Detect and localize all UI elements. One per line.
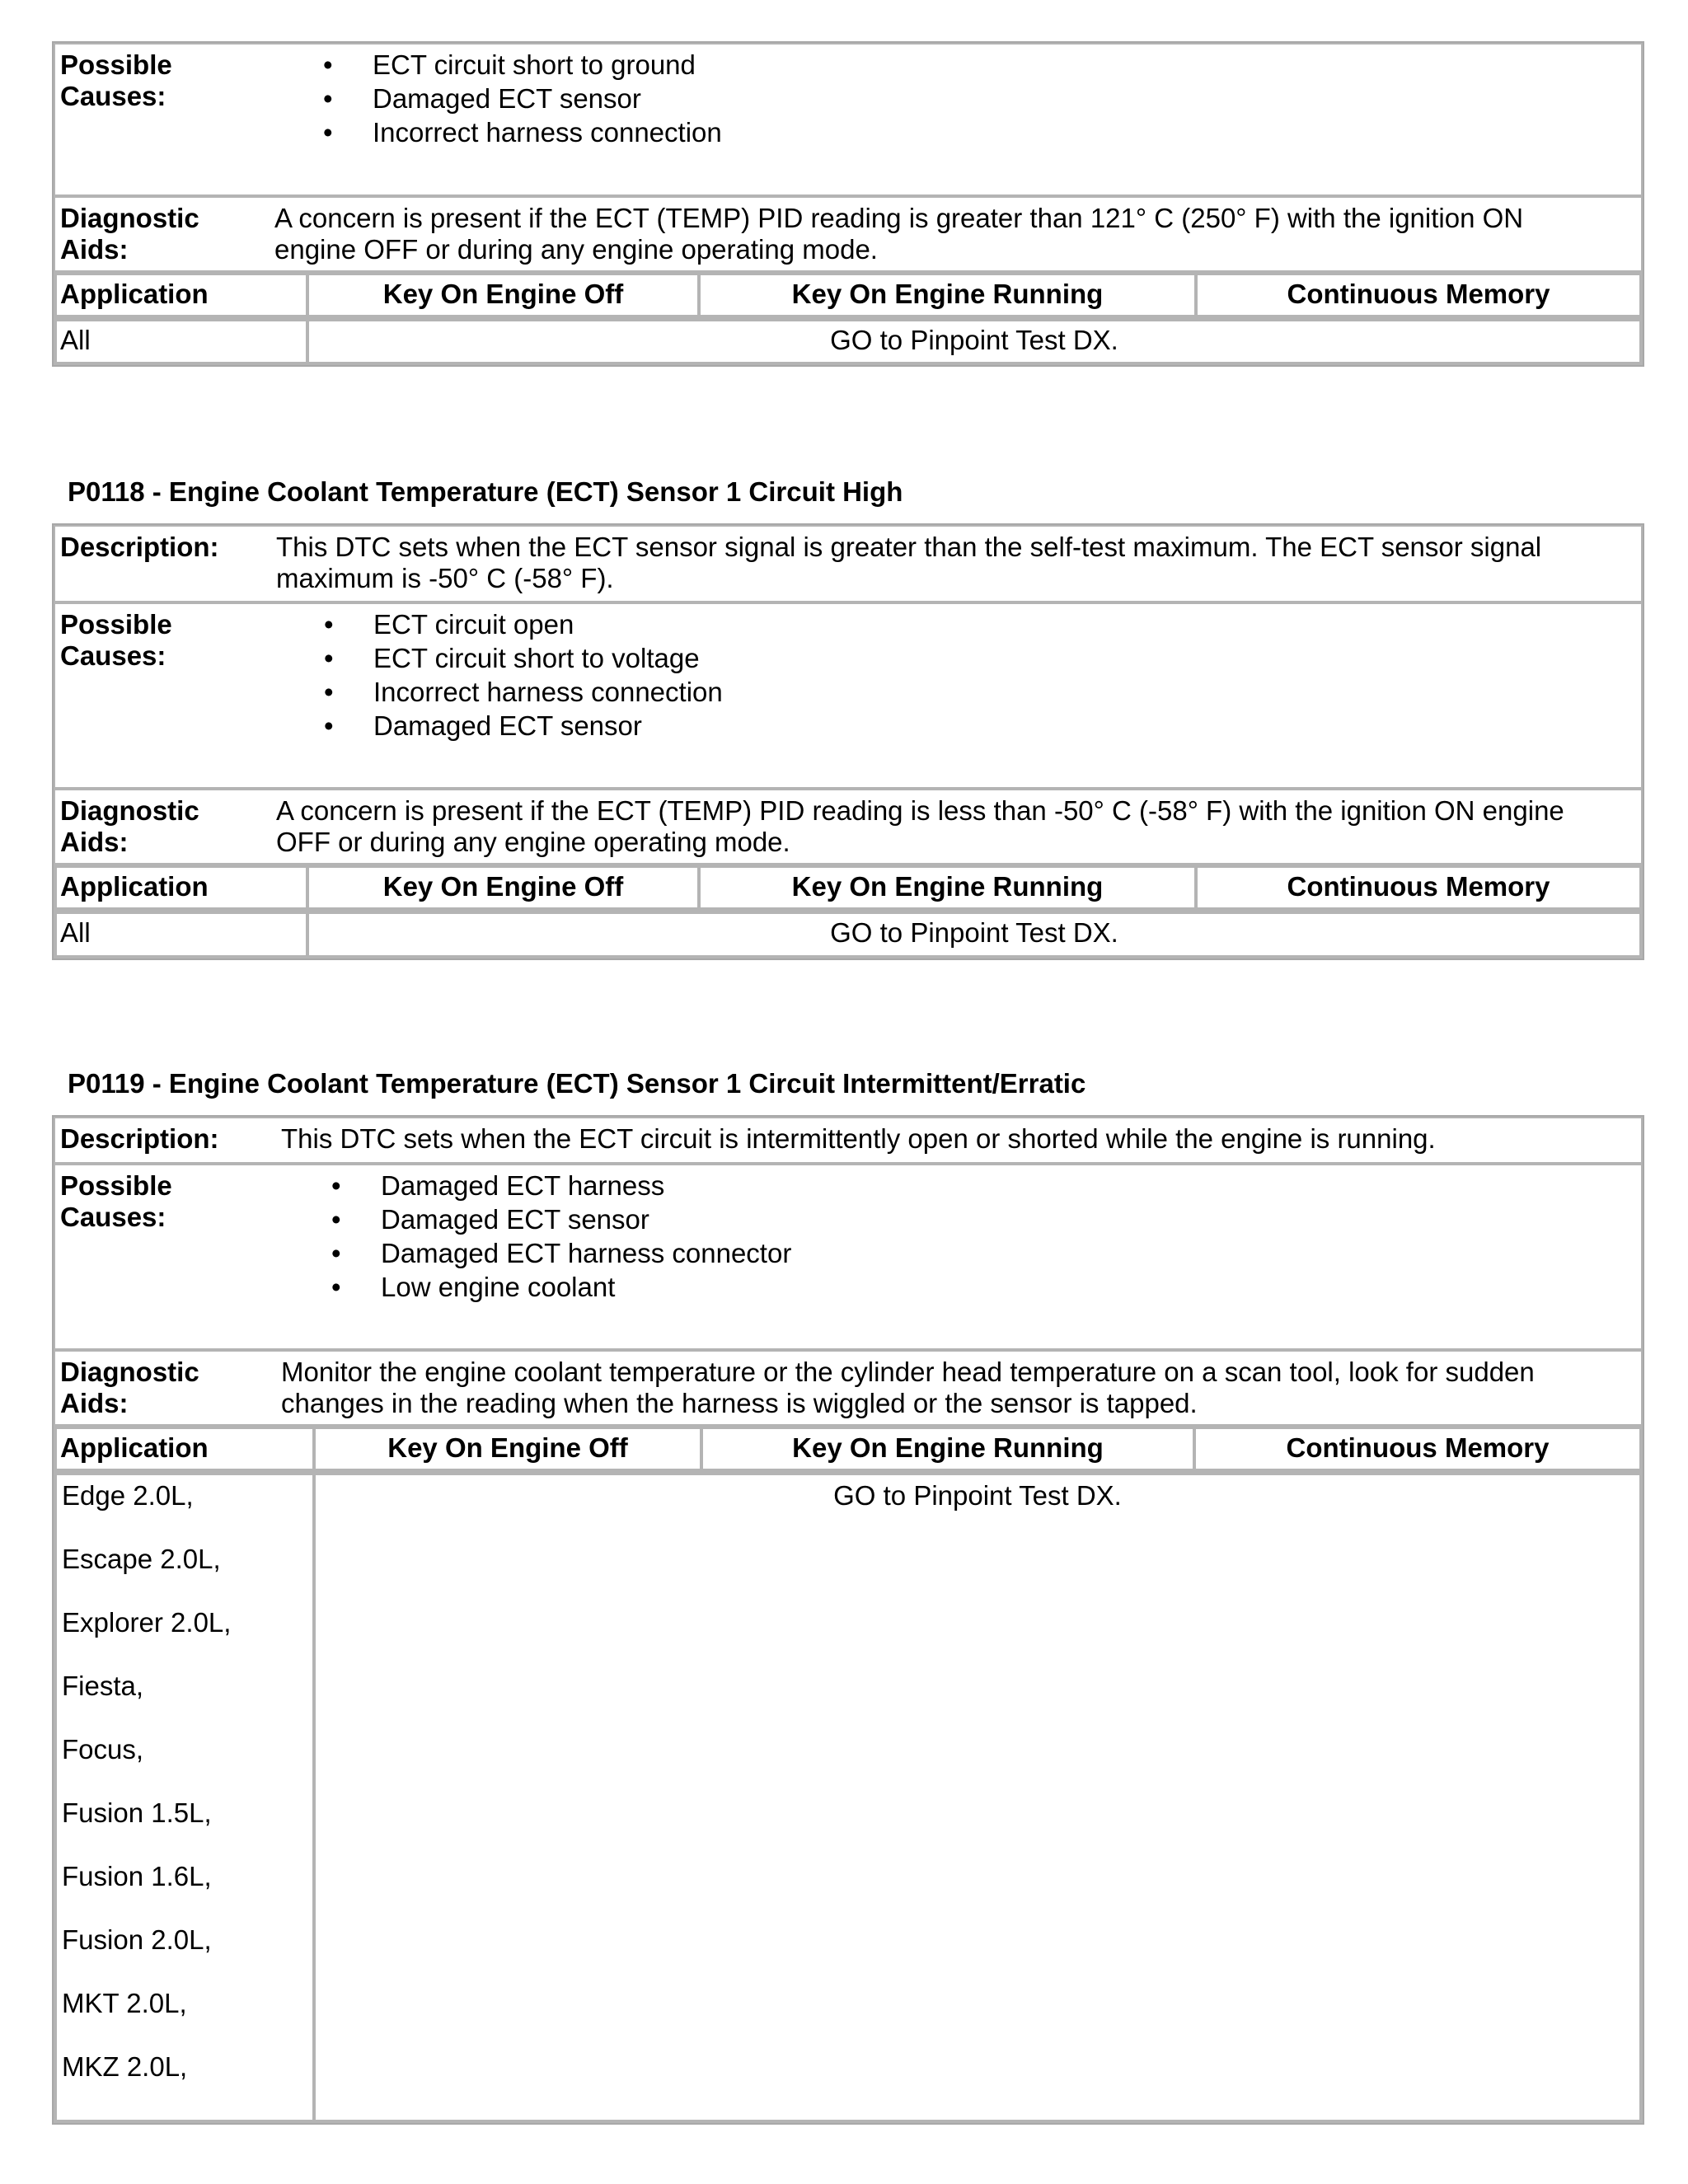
action-cell bbox=[314, 1474, 1641, 2121]
list-item: Escape 2.0L, bbox=[62, 1544, 221, 1574]
list-item: • Damaged ECT sensor bbox=[331, 1204, 791, 1238]
header-key-on-engine-running: Key On Engine Running bbox=[699, 274, 1196, 316]
list-item: • Damaged ECT sensor bbox=[323, 83, 722, 117]
list-item: • Damaged ECT harness connector bbox=[331, 1238, 791, 1272]
list-item: Fiesta, bbox=[62, 1671, 144, 1701]
header-key-on-engine-off: Key On Engine Off bbox=[307, 866, 699, 909]
header-key-on-engine-off: Key On Engine Off bbox=[314, 1427, 701, 1470]
diagnostic-aids-text: A concern is present if the ECT (TEMP) PID reading is greater than 121° C (250° F) with the ignition ON engine OFF or during any engine operating mode. bbox=[274, 203, 1524, 265]
diagnostic-aids-label: Diagnostic Aids: bbox=[60, 203, 199, 265]
diagnostic-aids-label: Diagnostic Aids: bbox=[60, 795, 199, 857]
list-item: • ECT circuit short to ground bbox=[323, 49, 722, 83]
description-row bbox=[54, 525, 1643, 602]
list-item: • Damaged ECT sensor bbox=[324, 710, 723, 744]
list-item: • Incorrect harness connection bbox=[324, 677, 723, 710]
dtc-table-1 bbox=[52, 41, 1644, 367]
possible-causes-row bbox=[54, 43, 1643, 196]
possible-causes-row bbox=[54, 1164, 1643, 1350]
description-row bbox=[54, 1117, 1643, 1164]
header-continuous-memory: Continuous Memory bbox=[1196, 866, 1641, 909]
description-text: This DTC sets when the ECT sensor signal is greater than the self-test maximum. The ECT sensor signal maximum is -50° C (-58° F). bbox=[276, 532, 1542, 593]
list-item: Fusion 2.0L, bbox=[62, 1924, 212, 1955]
description-label: Description: bbox=[60, 532, 219, 562]
possible-causes-label: Possible Causes: bbox=[60, 1170, 172, 1232]
list-item: • ECT circuit open bbox=[324, 609, 723, 643]
diagnostic-aids-row bbox=[54, 789, 1643, 865]
diagnostic-aids-row bbox=[54, 1350, 1643, 1426]
section-title: P0119 - Engine Coolant Temperature (ECT) Sensor 1 Circuit Intermittent/Erratic bbox=[68, 1068, 1086, 1099]
list-item: Fusion 1.5L, bbox=[62, 1797, 212, 1828]
list-item: • Damaged ECT harness bbox=[331, 1170, 791, 1204]
list-item: Focus, bbox=[62, 1734, 144, 1765]
possible-causes-row bbox=[54, 602, 1643, 789]
header-application: Application bbox=[55, 274, 307, 316]
application-cell bbox=[55, 1474, 314, 2121]
header-application: Application bbox=[55, 866, 307, 909]
action-cell: GO to Pinpoint Test DX. bbox=[307, 320, 1641, 363]
diagnostic-aids-row bbox=[54, 196, 1643, 272]
list-item: • Low engine coolant bbox=[331, 1272, 791, 1305]
possible-causes-label: Possible Causes: bbox=[60, 49, 172, 111]
list-item: MKT 2.0L, bbox=[62, 1988, 187, 2018]
list-item: Explorer 2.0L, bbox=[62, 1607, 232, 1638]
header-application: Application bbox=[55, 1427, 314, 1470]
possible-causes-list bbox=[324, 609, 723, 744]
description-label: Description: bbox=[60, 1123, 219, 1154]
description-text: This DTC sets when the ECT circuit is intermittently open or shorted while the engine is running. bbox=[281, 1123, 1436, 1154]
possible-causes-list bbox=[323, 49, 722, 151]
diagnostic-aids-label: Diagnostic Aids: bbox=[60, 1357, 199, 1418]
dtc-table-3 bbox=[52, 1115, 1644, 2125]
section-title: P0118 - Engine Coolant Temperature (ECT) Sensor 1 Circuit High bbox=[68, 476, 903, 507]
table-header-row bbox=[54, 865, 1643, 911]
possible-causes-label: Possible Causes: bbox=[60, 609, 172, 671]
list-item: • ECT circuit short to voltage bbox=[324, 643, 723, 677]
header-continuous-memory: Continuous Memory bbox=[1194, 1427, 1641, 1470]
dtc-table-2 bbox=[52, 523, 1644, 960]
table-row bbox=[54, 318, 1643, 365]
table-header-row bbox=[54, 1426, 1643, 1472]
application-list bbox=[62, 1475, 231, 2110]
list-item: MKZ 2.0L, bbox=[62, 2051, 188, 2082]
header-key-on-engine-off: Key On Engine Off bbox=[307, 274, 699, 316]
possible-causes-list bbox=[331, 1170, 791, 1305]
header-continuous-memory: Continuous Memory bbox=[1196, 274, 1641, 316]
list-item: • Incorrect harness connection bbox=[323, 117, 722, 151]
diagnostic-aids-text: Monitor the engine coolant temperature or the cylinder head temperature on a scan tool, look for sudden changes in the reading when the harness is wiggled or the sensor is tapped. bbox=[281, 1357, 1535, 1418]
diagnostic-aids-text: A concern is present if the ECT (TEMP) PID reading is less than -50° C (-58° F) with the ignition ON engine OFF or during any engine operating mode. bbox=[276, 795, 1564, 857]
table-header-row bbox=[54, 272, 1643, 318]
table-row bbox=[54, 911, 1643, 958]
application-cell: All bbox=[55, 320, 307, 363]
header-key-on-engine-running: Key On Engine Running bbox=[701, 1427, 1194, 1470]
list-item: Fusion 1.6L, bbox=[62, 1861, 212, 1891]
list-item: Edge 2.0L, bbox=[62, 1480, 194, 1511]
table-row bbox=[54, 1472, 1643, 2123]
action-text: GO to Pinpoint Test DX. bbox=[833, 1480, 1122, 1511]
action-cell: GO to Pinpoint Test DX. bbox=[307, 912, 1641, 957]
header-key-on-engine-running: Key On Engine Running bbox=[699, 866, 1196, 909]
application-cell: All bbox=[55, 912, 307, 957]
